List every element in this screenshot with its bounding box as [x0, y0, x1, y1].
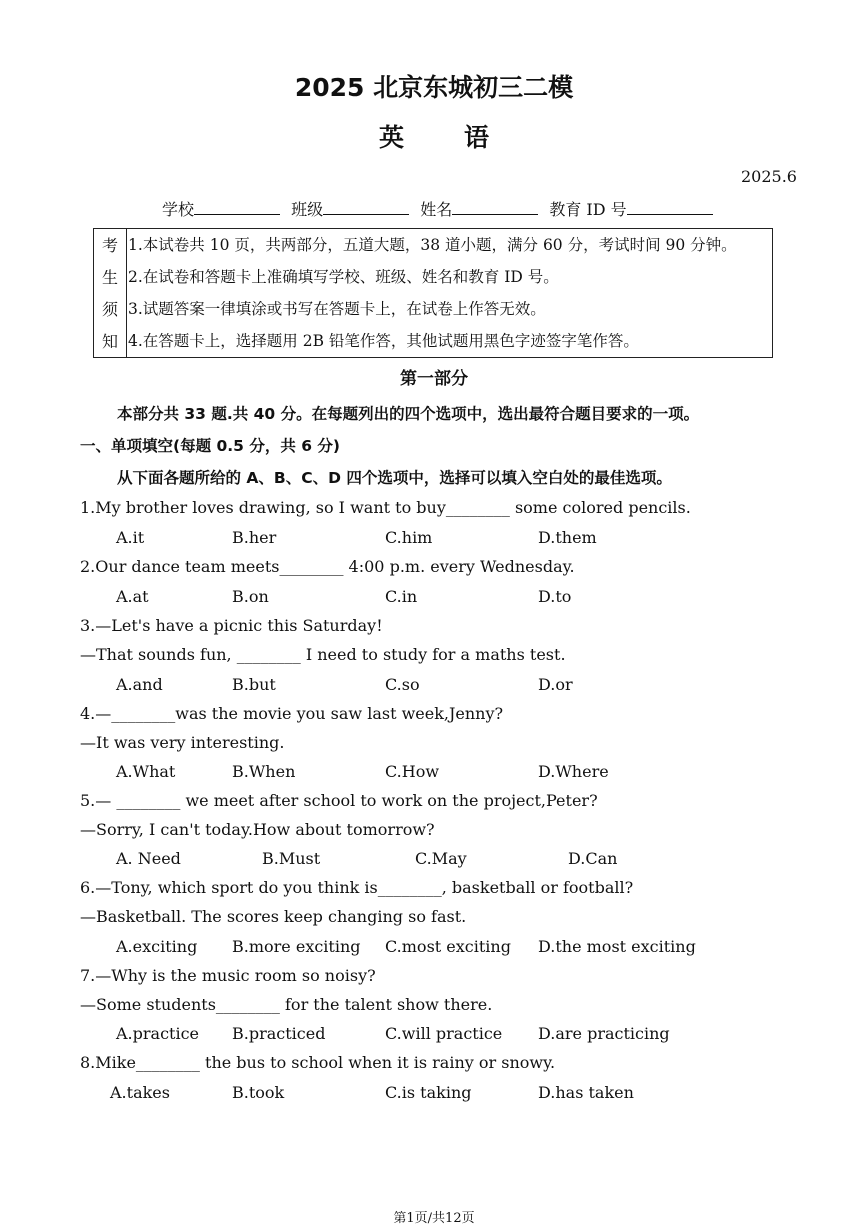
option-c: C.is taking [385, 1083, 472, 1102]
exam-date: 2025.6 [741, 167, 797, 186]
subject-heading [0, 118, 868, 154]
option-c: C.so [385, 675, 420, 694]
option-d: D.has taken [538, 1083, 634, 1102]
notice-side-char: 须 [101, 300, 118, 319]
question-line: 8.Mike________ the bus to school when it is rainy or snowy. [80, 1053, 556, 1072]
subject-char: 语 [464, 123, 490, 152]
notice-side-char: 生 [101, 268, 118, 287]
option-a: A.What [116, 762, 176, 781]
student-info-line [162, 197, 719, 220]
question-line: 6.—Tony, which sport do you think is________, basketball or football? [80, 878, 634, 897]
notice-rule: 2.在试卷和答题卡上准确填写学校、班级、姓名和教育 ID 号。 [128, 268, 559, 286]
option-a: A.practice [116, 1024, 200, 1043]
option-b: B.but [232, 675, 276, 694]
option-b: B.When [232, 762, 296, 781]
option-d: D.them [538, 528, 597, 547]
option-a: A.exciting [116, 937, 198, 956]
notice-side-char: 考 [101, 236, 118, 255]
option-a: A.and [116, 675, 163, 694]
option-c: C.most exciting [385, 937, 511, 956]
part-heading: 一、单项填空(每题 0.5 分，共 6 分) [80, 437, 340, 455]
school-blank [194, 200, 280, 215]
question-line: —That sounds fun, ________ I need to study for a maths test. [80, 645, 566, 664]
option-b: B.on [232, 587, 269, 606]
option-c: C.will practice [385, 1024, 503, 1043]
option-c: C.him [385, 528, 433, 547]
option-d: D.or [538, 675, 573, 694]
question-line: —Sorry, I can't today.How about tomorrow? [80, 820, 435, 839]
name-blank [452, 200, 538, 215]
notice-side-label [94, 229, 127, 357]
option-d: D.to [538, 587, 572, 606]
option-d: D.Where [538, 762, 609, 781]
section-intro: 本部分共 33 题.共 40 分。在每题列出的四个选项中，选出最符合题目要求的一项。 [117, 405, 700, 423]
notice-side-char: 知 [101, 332, 118, 351]
question-line: —Some students________ for the talent show there. [80, 995, 493, 1014]
option-a: A.at [116, 587, 149, 606]
notice-rule: 3.试题答案一律填涂或书写在答题卡上，在试卷上作答无效。 [128, 300, 546, 318]
option-d: D.the most exciting [538, 937, 696, 956]
option-c: C.May [415, 849, 467, 868]
question-line: 1.My brother loves drawing, so I want to buy________ some colored pencils. [80, 498, 691, 517]
question-line: 4.—________was the movie you saw last week,Jenny? [80, 704, 504, 723]
option-a: A.takes [110, 1083, 170, 1102]
field-label-id: 教育 ID 号 [549, 200, 627, 219]
page-number: 第1页/共12页 [393, 1211, 475, 1226]
field-label-class: 班级 [291, 200, 324, 219]
field-label-name: 姓名 [420, 200, 453, 219]
option-b: B.took [232, 1083, 285, 1102]
question-line: 3.—Let's have a picnic this Saturday! [80, 616, 383, 635]
option-d: D.Can [568, 849, 618, 868]
notice-rule: 4.在答题卡上，选择题用 2B 铅笔作答，其他试题用黑色字迹签字笔作答。 [128, 332, 639, 350]
question-line: 7.—Why is the music room so noisy? [80, 966, 376, 985]
class-blank [323, 200, 409, 215]
section-heading: 第一部分 [400, 369, 468, 389]
option-a: A. Need [116, 849, 181, 868]
question-line: 5.— ________ we meet after school to work on the project,Peter? [80, 791, 598, 810]
notice-rule: 1.本试卷共 10 页，共两部分，五道大题，38 道小题，满分 60 分，考试时间 90 分钟。 [128, 236, 737, 254]
option-b: B.Must [262, 849, 321, 868]
question-line: 2.Our dance team meets________ 4:00 p.m. every Wednesday. [80, 557, 575, 576]
field-label-school: 学校 [162, 200, 195, 219]
exam-notice-box [93, 228, 773, 358]
question-line: —Basketball. The scores keep changing so fast. [80, 907, 467, 926]
option-b: B.practiced [232, 1024, 326, 1043]
option-c: C.in [385, 587, 418, 606]
option-b: B.more exciting [232, 937, 361, 956]
question-line: —It was very interesting. [80, 733, 285, 752]
option-d: D.are practicing [538, 1024, 670, 1043]
option-a: A.it [116, 528, 145, 547]
option-b: B.her [232, 528, 277, 547]
part-instruction: 从下面各题所给的 A、B、C、D 四个选项中，选择可以填入空白处的最佳选项。 [117, 469, 672, 487]
id-blank [627, 200, 713, 215]
exam-title: 2025 北京东城初三二模 [294, 73, 574, 102]
option-c: C.How [385, 762, 440, 781]
subject-char: 英 [378, 123, 404, 152]
